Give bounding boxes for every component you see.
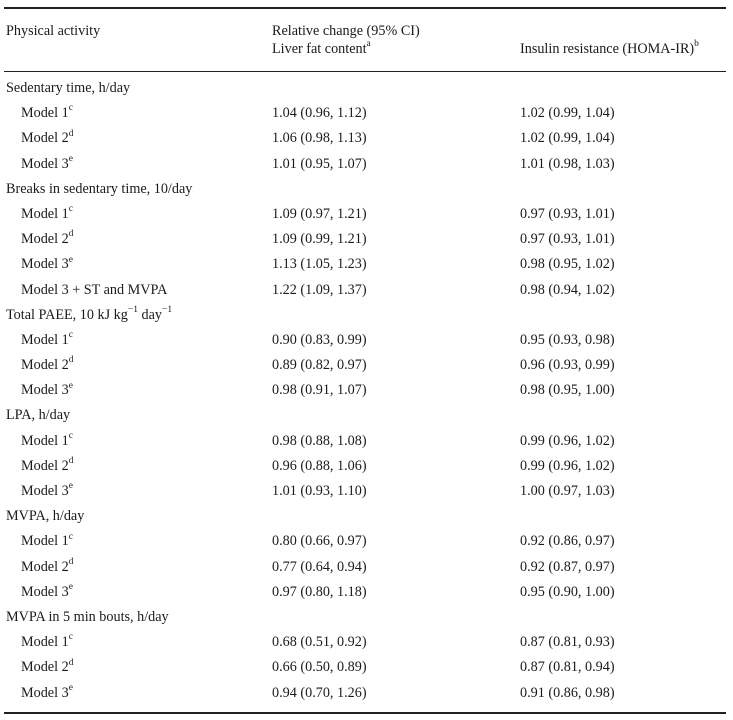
footnote-marker: e bbox=[68, 481, 73, 492]
liver-fat-value: 1.01 (0.93, 1.10) bbox=[272, 483, 367, 499]
footnote-marker: d bbox=[68, 556, 74, 567]
label-text: Model 3 bbox=[21, 256, 69, 273]
header-physical-activity: Physical activity bbox=[6, 23, 101, 39]
model-label bbox=[21, 582, 73, 602]
footnote-marker: e bbox=[68, 380, 73, 391]
liver-fat-value: 1.01 (0.95, 1.07) bbox=[272, 155, 367, 172]
model-label bbox=[21, 254, 73, 274]
unit-exponent: −1 bbox=[162, 304, 173, 315]
liver-fat-value: 0.98 (0.88, 1.08) bbox=[272, 432, 367, 449]
group-row bbox=[0, 607, 733, 632]
label-text: MVPA, h/day bbox=[6, 508, 85, 525]
header-insulin-resistance-label: Insulin resistance (HOMA-IR) bbox=[520, 41, 695, 57]
homa-ir-value: 0.97 (0.93, 1.01) bbox=[520, 231, 615, 248]
model-label bbox=[21, 128, 73, 148]
footnote-marker: c bbox=[68, 430, 73, 441]
liver-fat-value: 0.89 (0.82, 0.97) bbox=[272, 357, 367, 374]
label-text: Model 1 bbox=[21, 634, 69, 651]
footnote-marker: e bbox=[68, 582, 73, 593]
homa-ir-value: 0.99 (0.96, 1.02) bbox=[520, 432, 615, 449]
homa-ir-value: 0.98 (0.95, 1.02) bbox=[520, 256, 615, 273]
table-row bbox=[0, 632, 733, 657]
model-label bbox=[21, 531, 73, 551]
liver-fat-value: 1.22 (1.09, 1.37) bbox=[272, 281, 367, 298]
liver-fat-value: 0.68 (0.51, 0.92) bbox=[272, 634, 367, 651]
table-top-rule bbox=[4, 7, 726, 9]
liver-fat-value: 0.90 (0.83, 0.99) bbox=[272, 331, 367, 348]
liver-fat-value: 0.98 (0.91, 1.07) bbox=[272, 382, 367, 399]
liver-fat-value: 1.06 (0.98, 1.13) bbox=[272, 130, 367, 147]
label-text: Model 3 bbox=[21, 684, 69, 701]
label-text: MVPA in 5 min bouts, h/day bbox=[6, 608, 169, 625]
label-text: Model 3 + ST and MVPA bbox=[21, 281, 168, 298]
footnote-marker: c bbox=[68, 330, 73, 341]
liver-fat-value: 0.94 (0.70, 1.26) bbox=[272, 684, 367, 701]
label-text: Model 1 bbox=[21, 432, 69, 449]
footnote-marker: e bbox=[68, 254, 73, 265]
group-label bbox=[6, 506, 84, 526]
liver-fat-value: 0.66 (0.50, 0.89) bbox=[272, 659, 367, 676]
label-text: LPA, h/day bbox=[6, 407, 71, 424]
table-row bbox=[0, 431, 733, 456]
group-label bbox=[6, 179, 192, 199]
model-label bbox=[21, 683, 73, 703]
table-row bbox=[0, 380, 733, 405]
table-row bbox=[0, 103, 733, 128]
table-row bbox=[0, 154, 733, 179]
table-body bbox=[0, 78, 733, 708]
model-label bbox=[21, 229, 73, 249]
homa-ir-value: 0.92 (0.86, 0.97) bbox=[520, 533, 615, 550]
footnote-marker: c bbox=[68, 632, 73, 643]
model-label bbox=[21, 154, 73, 174]
table-bottom-rule bbox=[4, 712, 726, 714]
header-insulin-resistance bbox=[520, 40, 699, 58]
table-row bbox=[0, 557, 733, 582]
homa-ir-value: 1.00 (0.97, 1.03) bbox=[520, 483, 615, 499]
liver-fat-value: 1.13 (1.05, 1.23) bbox=[272, 256, 367, 273]
homa-ir-value: 1.02 (0.99, 1.04) bbox=[520, 130, 615, 147]
liver-fat-value: 1.04 (0.96, 1.12) bbox=[272, 105, 367, 122]
label-text: Total PAEE, 10 kJ kg bbox=[6, 306, 128, 323]
model-label bbox=[21, 280, 167, 300]
homa-ir-value: 1.02 (0.99, 1.04) bbox=[520, 105, 615, 122]
label-text: Breaks in sedentary time, 10/day bbox=[6, 180, 193, 197]
table-row bbox=[0, 254, 733, 279]
label-unit-text: day bbox=[137, 306, 162, 323]
model-label bbox=[21, 456, 73, 476]
homa-ir-value: 0.87 (0.81, 0.94) bbox=[520, 659, 615, 676]
group-label bbox=[6, 607, 169, 627]
header-liver-fat-footnote: a bbox=[366, 39, 371, 50]
group-row bbox=[0, 78, 733, 103]
homa-ir-value: 0.95 (0.93, 0.98) bbox=[520, 331, 615, 348]
model-label bbox=[21, 103, 73, 123]
table-row bbox=[0, 582, 733, 607]
group-label bbox=[6, 405, 70, 425]
group-label bbox=[6, 78, 130, 98]
header-relative-change: Relative change (95% CI) bbox=[272, 23, 420, 39]
footnote-marker: d bbox=[68, 355, 74, 366]
homa-ir-value: 0.87 (0.81, 0.93) bbox=[520, 634, 615, 651]
table-row bbox=[0, 657, 733, 682]
group-label bbox=[6, 305, 172, 325]
liver-fat-value: 0.96 (0.88, 1.06) bbox=[272, 457, 367, 474]
liver-fat-value: 1.09 (0.97, 1.21) bbox=[272, 205, 367, 222]
label-text: Model 2 bbox=[21, 558, 69, 575]
group-row bbox=[0, 305, 733, 330]
model-label bbox=[21, 204, 73, 224]
table-row bbox=[0, 531, 733, 556]
model-label bbox=[21, 380, 73, 400]
homa-ir-value: 0.98 (0.95, 1.00) bbox=[520, 382, 615, 399]
footnote-marker: d bbox=[68, 456, 74, 467]
homa-ir-value: 0.95 (0.90, 1.00) bbox=[520, 583, 615, 600]
homa-ir-value: 0.98 (0.94, 1.02) bbox=[520, 281, 615, 298]
model-label bbox=[21, 657, 73, 677]
liver-fat-value: 1.09 (0.99, 1.21) bbox=[272, 231, 367, 248]
group-row bbox=[0, 405, 733, 430]
footnote-marker: c bbox=[68, 103, 73, 114]
homa-ir-value: 1.01 (0.98, 1.03) bbox=[520, 155, 615, 172]
footnote-marker: d bbox=[68, 128, 74, 139]
header-insulin-resistance-footnote: b bbox=[694, 39, 699, 50]
label-text: Model 2 bbox=[21, 457, 69, 474]
model-label bbox=[21, 481, 73, 501]
table-row bbox=[0, 683, 733, 708]
label-text: Model 3 bbox=[21, 583, 69, 600]
homa-ir-value: 0.92 (0.87, 0.97) bbox=[520, 558, 615, 575]
homa-ir-value: 0.91 (0.86, 0.98) bbox=[520, 684, 615, 701]
unit-exponent: −1 bbox=[127, 304, 138, 315]
label-text: Model 2 bbox=[21, 231, 69, 248]
liver-fat-value: 0.97 (0.80, 1.18) bbox=[272, 583, 367, 600]
footnote-marker: c bbox=[68, 531, 73, 542]
homa-ir-value: 0.96 (0.93, 0.99) bbox=[520, 357, 615, 374]
table-row bbox=[0, 481, 733, 506]
label-text: Model 2 bbox=[21, 130, 69, 147]
label-text: Sedentary time, h/day bbox=[6, 80, 131, 96]
footnote-marker: e bbox=[68, 682, 73, 693]
table-row bbox=[0, 456, 733, 481]
model-label bbox=[21, 632, 73, 652]
table-row bbox=[0, 204, 733, 229]
model-label bbox=[21, 355, 73, 375]
label-text: Model 3 bbox=[21, 382, 69, 399]
table-row bbox=[0, 355, 733, 380]
label-text: Model 3 bbox=[21, 483, 69, 499]
label-text: Model 1 bbox=[21, 533, 69, 550]
footnote-marker: d bbox=[68, 229, 74, 240]
footnote-marker: e bbox=[68, 153, 73, 164]
table-row bbox=[0, 330, 733, 355]
label-text: Model 1 bbox=[21, 105, 69, 122]
label-text: Model 1 bbox=[21, 331, 69, 348]
liver-fat-value: 0.77 (0.64, 0.94) bbox=[272, 558, 367, 575]
label-text: Model 2 bbox=[21, 659, 69, 676]
label-text: Model 3 bbox=[21, 155, 69, 172]
header-rule bbox=[4, 71, 726, 72]
model-label bbox=[21, 431, 73, 451]
label-text: Model 1 bbox=[21, 205, 69, 222]
model-label bbox=[21, 330, 73, 350]
header-liver-fat-label: Liver fat content bbox=[272, 41, 367, 57]
header-liver-fat bbox=[272, 40, 371, 58]
homa-ir-value: 0.97 (0.93, 1.01) bbox=[520, 205, 615, 222]
label-text: Model 2 bbox=[21, 357, 69, 374]
homa-ir-value: 0.99 (0.96, 1.02) bbox=[520, 457, 615, 474]
table-row bbox=[0, 229, 733, 254]
footnote-marker: c bbox=[68, 204, 73, 215]
footnote-marker: d bbox=[68, 657, 74, 668]
table-row bbox=[0, 280, 733, 305]
group-row bbox=[0, 506, 733, 531]
group-row bbox=[0, 179, 733, 204]
model-label bbox=[21, 557, 73, 577]
table-row bbox=[0, 128, 733, 153]
liver-fat-value: 0.80 (0.66, 0.97) bbox=[272, 533, 367, 550]
